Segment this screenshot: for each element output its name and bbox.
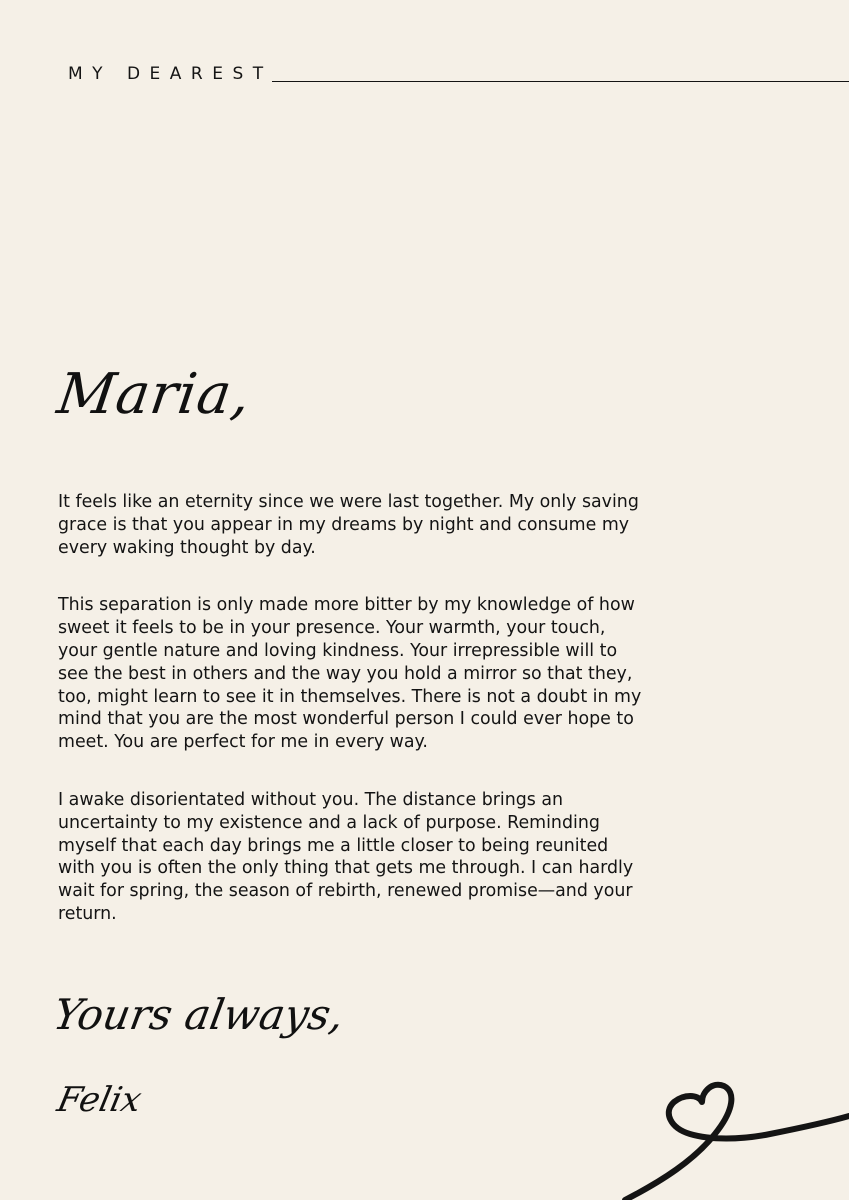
salutation: Maria, — [53, 362, 256, 427]
signature: Felix — [53, 1080, 146, 1120]
header-rule — [272, 81, 849, 82]
paragraph-3: I awake disorientated without you. The distance brings an uncertainty to my existence and a lack of purpose. Reminding myself that each day brings me a little closer to being reunited with you is often the only thing that gets me through. I can hardly wait for spring, the season of rebirth, renewed promise—and your return. — [58, 789, 634, 924]
heart-line-icon — [600, 1070, 849, 1200]
paragraph-1: It feels like an eternity since we were last together. My only saving grace is that you appear in my dreams by night and consume my every waking thought by day. — [58, 492, 639, 558]
letter-header: MY DEAREST — [68, 64, 273, 84]
letter-body — [58, 491, 648, 961]
paragraph-2: This separation is only made more bitter by my knowledge of how sweet it feels to be in your presence. Your warmth, your touch, your gentle nature and loving kindness. Your irrepressible will to see the best in others and the way you hold a mirror so that they, too, might learn to see it in themselves. There is not a doubt in my mind that you are the most wonderful person I could ever hope to meet. You are perfect for me in every way. — [58, 595, 642, 753]
closing: Yours always, — [49, 990, 348, 1039]
